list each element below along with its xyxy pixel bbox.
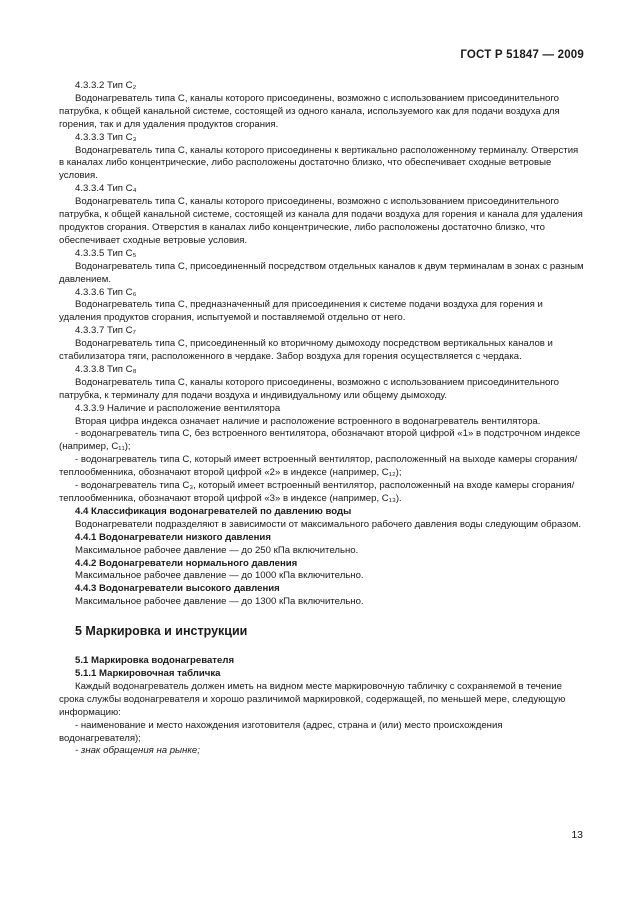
paragraph: 4.3.3.6 Тип C₆ <box>75 286 137 298</box>
paragraph: - водонагреватель типа C, который имеет встроенный вентилятор, расположенный на выходе камеры сгорания/теплообменника, обозначают второй цифрой «2» в индексе (например, C₁₂); <box>59 454 578 479</box>
section-heading: 5 Маркировка и инструкции <box>75 624 248 639</box>
paragraph: 4.3.3.8 Тип C₈ <box>75 363 137 375</box>
subsection-heading: 4.4.2 Водонагреватели нормального давления <box>75 557 298 569</box>
subsection-heading: 4.4.1 Водонагреватели низкого давления <box>75 531 271 543</box>
paragraph: Водонагреватель типа C, каналы которого присоединены к вертикально расположенному терминалу. Отверстия в каналах либо концентрические, либо расположены достаточно близко, что обеспечивает сходные ветровые условия. <box>59 144 579 182</box>
subsection-heading: 5.1.1 Маркировочная табличка <box>75 667 221 679</box>
subsection-heading: 5.1 Маркировка водонагревателя <box>75 655 235 667</box>
paragraph: 4.3.3.9 Наличие и расположение вентилятора <box>75 402 281 414</box>
paragraph: 4.3.3.3 Тип C₃ <box>75 131 137 143</box>
paragraph: Водонагреватель типа C, каналы которого присоединены, возможно с использованием присоединительного патрубка, к общей канальной системе, состоящей из одного канала, используемого как для подачи воздуха для горения, так и для удаления продуктов сгорания. <box>59 92 560 130</box>
paragraph: Водонагреватель типа C, каналы которого присоединены, возможно с использованием присоединительного патрубка, к терминалу для подачи воздуха и индивидуальному или общему дымоходу. <box>59 376 559 401</box>
paragraph: Вторая цифра индекса означает наличие и расположение встроенного в водонагреватель вентилятора. <box>75 415 541 427</box>
paragraph: Каждый водонагреватель должен иметь на видном месте маркировочную табличку с сохраняемой в течение срока службы водонагревателя и хорошо различимой маркировкой, содержащей, по меньшей мере, следующую информацию: <box>59 680 566 718</box>
paragraph: Водонагреватели подразделяют в зависимости от максимального рабочего давления воды следующим образом. <box>75 518 582 530</box>
paragraph: - водонагреватель типа C, без встроенного вентилятора, обозначают второй цифрой «1» в подстрочном индексе (например, C₁₁); <box>59 428 581 453</box>
subsection-heading: 4.4 Классификация водонагревателей по давлению воды <box>75 505 352 517</box>
paragraph: Максимальное рабочее давление — до 1300 кПа включительно. <box>75 596 364 608</box>
paragraph: - знак обращения на рынке; <box>75 745 200 757</box>
paragraph: 4.3.3.4 Тип C₄ <box>75 183 137 195</box>
paragraph: Водонагреватель типа C, присоединенный ко вторичному дымоходу посредством вертикальных каналов и стабилизатора тяги, расположенного в чердаке. Забор воздуха для горения осуществляется с чердака. <box>59 338 553 363</box>
paragraph: Максимальное рабочее давление — до 1000 кПа включительно. <box>75 570 364 582</box>
document-body <box>59 80 585 758</box>
paragraph: Водонагреватель типа C, каналы которого присоединены, возможно с использованием присоединительного патрубка, к общей канальной системе, состоящей из канала для подачи воздуха для горения и канала для удаления продуктов сгорания. Отверстия в каналах либо концентрические, либо расположены достаточно близко, что обеспечивает сходные ветровые условия. <box>59 196 583 246</box>
paragraph: Максимальное рабочее давление — до 250 кПа включительно. <box>75 544 359 556</box>
paragraph: - наименование и место нахождения изготовителя (адрес, страна и (или) место происхождения водонагревателя); <box>59 719 503 744</box>
paragraph: 4.3.3.7 Тип C₇ <box>75 325 136 337</box>
paragraph: Водонагреватель типа C, предназначенный для присоединения к системе подачи воздуха для горения и удаления продуктов сгорания, испытуемой и поставляемой отдельно от него. <box>59 299 543 324</box>
paragraph: Водонагреватель типа C, присоединенный посредством отдельных каналов к двум терминалам в зонах с разным давлением. <box>59 260 584 285</box>
standard-header: ГОСТ Р 51847 — 2009 <box>460 49 584 61</box>
paragraph: 4.3.3.5 Тип C₅ <box>75 247 137 259</box>
page-number: 13 <box>571 829 583 841</box>
paragraph: - водонагреватель типа C₃, который имеет встроенный вентилятор, расположенный на входе камеры сгорания/теплообменника, обозначают второй цифрой «3» в индексе (например, C₁₃). <box>59 480 575 504</box>
paragraph: 4.3.3.2 Тип C₂ <box>75 80 137 91</box>
subsection-heading: 4.4.3 Водонагреватели высокого давления <box>75 583 280 595</box>
